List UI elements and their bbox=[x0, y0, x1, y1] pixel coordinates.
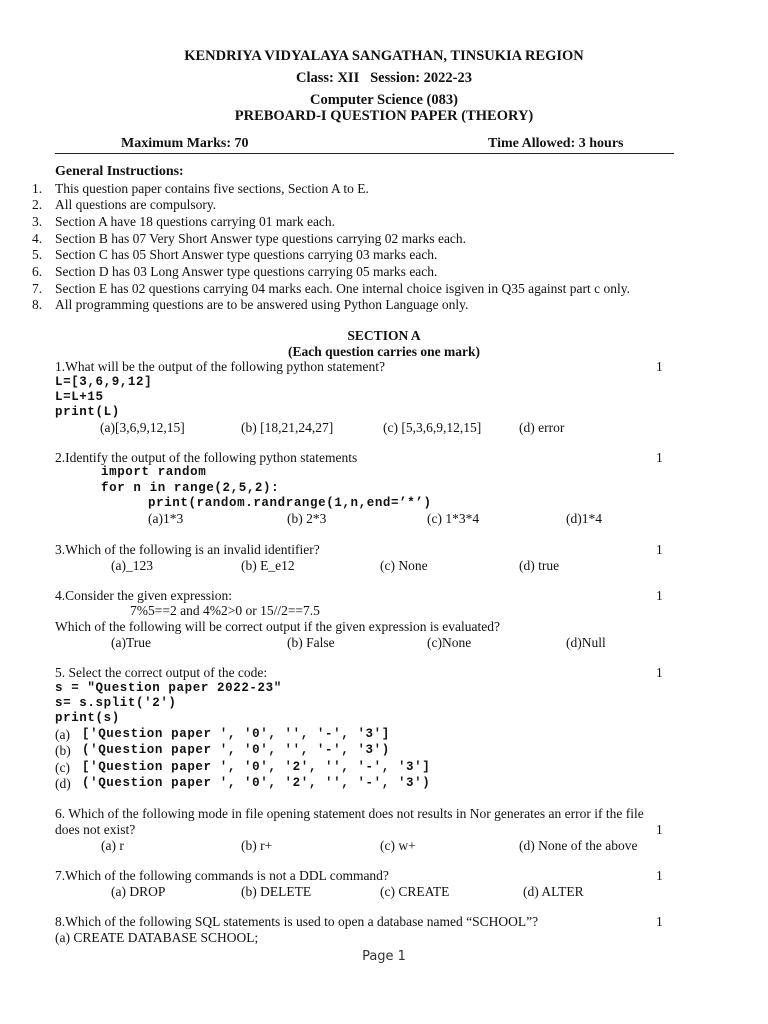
instruction-number: 2. bbox=[32, 197, 43, 212]
option-a: (a) DROP bbox=[111, 884, 166, 899]
question-5-text: 5. Select the correct output of the code: bbox=[55, 665, 268, 680]
question-8-text: 8.Which of the following SQL statements is used to open a database named “SCHOOL”? bbox=[55, 914, 539, 929]
option-c-code: ['Question paper ', '0', '2', '', '-', '3'] bbox=[82, 760, 431, 774]
option-c: (c) CREATE bbox=[380, 884, 450, 899]
question-4-text2: Which of the following will be correct output if the given expression is evaluated? bbox=[55, 619, 500, 634]
option-b-label: (b) bbox=[55, 743, 71, 758]
instruction-number: 4. bbox=[32, 231, 43, 246]
question-7-text: 7.Which of the following commands is not a DDL command? bbox=[55, 868, 389, 883]
option-c: (c) w+ bbox=[380, 838, 416, 853]
option-d: (d) ALTER bbox=[523, 884, 584, 899]
page-number: Page 1 bbox=[362, 949, 406, 964]
option-c: (c) None bbox=[380, 558, 428, 573]
instructions-title: General Instructions: bbox=[55, 164, 184, 179]
header-divider bbox=[55, 153, 674, 154]
instruction-text: Section C has 05 Short Answer type questions carrying 03 marks each. bbox=[55, 247, 438, 262]
question-6-mark: 1 bbox=[656, 822, 663, 837]
question-3-text: 3.Which of the following is an invalid identifier? bbox=[55, 542, 320, 557]
code-line: L=[3,6,9,12] bbox=[55, 375, 153, 389]
section-a-title: SECTION A bbox=[347, 328, 421, 343]
instruction-number: 7. bbox=[32, 281, 43, 296]
question-1-mark: 1 bbox=[656, 359, 663, 374]
option-d-label: (d) bbox=[55, 776, 71, 791]
option-c: (c) [5,3,6,9,12,15] bbox=[383, 420, 482, 435]
option-d: (d) None of the above bbox=[519, 838, 638, 853]
instruction-number: 3. bbox=[32, 214, 43, 229]
option-b: (b) DELETE bbox=[241, 884, 312, 899]
option-d: (d)Null bbox=[566, 635, 606, 650]
time-allowed: Time Allowed: 3 hours bbox=[488, 136, 624, 151]
code-line: s = "Question paper 2022-23" bbox=[55, 681, 282, 695]
class-session: Class: XII Session: 2022-23 bbox=[295, 70, 473, 86]
code-line: for n in range(2,5,2): bbox=[101, 481, 280, 495]
instruction-number: 5. bbox=[32, 247, 43, 262]
option-d-code: ('Question paper ', '0', '2', '', '-', '3') bbox=[82, 776, 431, 790]
option-a-code: ['Question paper ', '0', '', '-', '3'] bbox=[82, 727, 390, 741]
option-d: (d) true bbox=[519, 558, 560, 573]
instruction-text: Section A have 18 questions carrying 01 mark each. bbox=[55, 214, 336, 229]
option-d: (d) error bbox=[519, 420, 565, 435]
instruction-text: All questions are compulsory. bbox=[55, 197, 217, 212]
question-4-expression: 7%5==2 and 4%2>0 or 15//2==7.5 bbox=[130, 603, 320, 618]
instruction-text: All programming questions are to be answered using Python Language only. bbox=[55, 297, 469, 312]
option-b: (b) 2*3 bbox=[287, 511, 327, 526]
option-a: (a)True bbox=[111, 635, 151, 650]
code-line: print(random.randrange(1,n,end=’*’) bbox=[148, 496, 432, 510]
question-6-text: 6. Which of the following mode in file opening statement does not results in Nor generates an error if the file bbox=[55, 806, 644, 821]
option-d: (d)1*4 bbox=[566, 511, 602, 526]
option-b-code: ('Question paper ', '0', '', '-', '3') bbox=[82, 743, 390, 757]
question-5-mark: 1 bbox=[656, 665, 663, 680]
option-b: (b) False bbox=[287, 635, 335, 650]
question-2-text: 2.Identify the output of the following python statements bbox=[55, 450, 358, 465]
subject-title: Computer Science (083) bbox=[310, 92, 458, 108]
question-4-text: 4.Consider the given expression: bbox=[55, 588, 232, 603]
question-7-mark: 1 bbox=[656, 868, 663, 883]
option-c: (c)None bbox=[427, 635, 472, 650]
question-4-mark: 1 bbox=[656, 588, 663, 603]
option-a: (a)_123 bbox=[111, 558, 153, 573]
question-8-mark: 1 bbox=[656, 914, 663, 929]
option-c-label: (c) bbox=[55, 760, 70, 775]
code-line: print(L) bbox=[55, 405, 120, 419]
instruction-number: 1. bbox=[32, 181, 43, 196]
paper-title: PREBOARD-I QUESTION PAPER (THEORY) bbox=[234, 108, 534, 124]
code-line: s= s.split('2') bbox=[55, 696, 177, 710]
question-1-text: 1.What will be the output of the following python statement? bbox=[55, 359, 385, 374]
instruction-text: Section D has 03 Long Answer type questions carrying 05 marks each. bbox=[55, 264, 438, 279]
section-a-subtitle: (Each question carries one mark) bbox=[288, 344, 480, 359]
school-name: KENDRIYA VIDYALAYA SANGATHAN, TINSUKIA REGION bbox=[184, 48, 584, 64]
instruction-number: 8. bbox=[32, 297, 43, 312]
instruction-text: This question paper contains five sections, Section A to E. bbox=[55, 181, 369, 196]
question-2-mark: 1 bbox=[656, 450, 663, 465]
option-b: (b) [18,21,24,27] bbox=[241, 420, 334, 435]
instruction-number: 6. bbox=[32, 264, 43, 279]
instruction-text: Section E has 02 questions carrying 04 marks each. One internal choice isgiven in Q35 against part c only. bbox=[55, 281, 630, 296]
option-b: (b) E_e12 bbox=[241, 558, 295, 573]
code-line: print(s) bbox=[55, 711, 120, 725]
option-a-label: (a) bbox=[55, 727, 70, 742]
instruction-text: Section B has 07 Very Short Answer type questions carrying 02 marks each. bbox=[55, 231, 467, 246]
option-a: (a)1*3 bbox=[148, 511, 184, 526]
option-a: (a) r bbox=[101, 838, 124, 853]
question-3-mark: 1 bbox=[656, 542, 663, 557]
option-b: (b) r+ bbox=[241, 838, 273, 853]
code-line: L=L+15 bbox=[55, 390, 104, 404]
option-a: (a)[3,6,9,12,15] bbox=[100, 420, 185, 435]
option-a: (a) CREATE DATABASE SCHOOL; bbox=[55, 930, 259, 945]
max-marks: Maximum Marks: 70 bbox=[121, 136, 249, 151]
code-line: import random bbox=[101, 465, 207, 479]
option-c: (c) 1*3*4 bbox=[427, 511, 480, 526]
question-6-text2: does not exist? bbox=[55, 822, 136, 837]
